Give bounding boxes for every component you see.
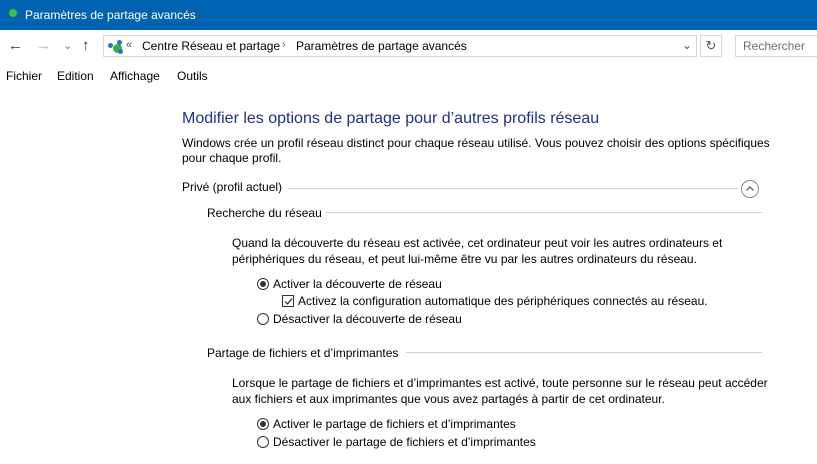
checkmark-icon	[284, 297, 293, 306]
file-sharing-desc-line2: aux fichiers et aux imprimantes que vous avez partagés à partir de cet ordinateur.	[232, 392, 665, 406]
radio-enable-file-sharing[interactable]	[257, 418, 269, 430]
back-button[interactable]: ←	[8, 37, 23, 54]
menu-tools[interactable]: Outils	[177, 69, 208, 83]
breadcrumb-network-center[interactable]: Centre Réseau et partage	[142, 39, 281, 53]
breadcrumb-overflow[interactable]: «	[126, 39, 133, 51]
profile-private-label[interactable]: Privé (profil actuel)	[182, 180, 283, 194]
menu-edit[interactable]: Edition	[57, 69, 94, 83]
address-dropdown-icon[interactable]: ⌄	[681, 38, 692, 52]
disable-file-sharing-label[interactable]: Désactiver le partage de fichiers et d’imprimantes	[273, 435, 536, 449]
intro-text-line2: pour chaque profil.	[182, 151, 282, 165]
section-file-printer-sharing-title: Partage de fichiers et d’imprimantes	[207, 346, 399, 360]
checkbox-auto-config[interactable]	[282, 295, 294, 307]
forward-button[interactable]: →	[36, 37, 51, 54]
refresh-button[interactable]: ↻	[700, 35, 722, 57]
network-app-icon	[9, 9, 17, 17]
collapse-profile-button[interactable]	[741, 180, 759, 198]
radio-disable-discovery[interactable]	[257, 313, 269, 325]
search-input[interactable]: Rechercher	[735, 35, 817, 57]
profile-divider	[288, 188, 738, 189]
window-title: Paramètres de partage avancés	[25, 8, 196, 22]
chevron-up-icon	[745, 184, 755, 194]
file-sharing-desc-line1: Lorsque le partage de fichiers et d’imprimantes est activé, toute personne sur le réseau peut accéder	[232, 376, 768, 390]
network-discovery-desc-line2: périphériques du réseau, et peut lui-même être vu par les autres ordinateurs du réseau.	[232, 252, 697, 266]
auto-config-label[interactable]: Activez la configuration automatique des périphériques connectés au réseau.	[298, 294, 708, 308]
menu-file[interactable]: Fichier	[6, 69, 43, 83]
network-discovery-desc-line1: Quand la découverte du réseau est activée, cet ordinateur peut voir les autres ordinateurs et	[232, 236, 723, 250]
recent-locations-button[interactable]: ⌄	[63, 40, 73, 52]
section-divider	[406, 352, 762, 353]
radio-disable-file-sharing[interactable]	[257, 436, 269, 448]
address-bar[interactable]	[103, 35, 697, 57]
title-bar	[0, 0, 817, 30]
up-button[interactable]: ↑	[82, 37, 90, 54]
enable-file-sharing-label[interactable]: Activer le partage de fichiers et d’imprimantes	[273, 417, 516, 431]
breadcrumb-separator[interactable]: ›	[282, 39, 286, 51]
section-network-discovery-title: Recherche du réseau	[207, 206, 322, 220]
menu-bar	[0, 64, 817, 86]
breadcrumb-advanced-sharing[interactable]: Paramètres de partage avancés	[296, 39, 467, 53]
disable-discovery-label[interactable]: Désactiver la découverte de réseau	[273, 312, 462, 326]
page-title: Modifier les options de partage pour d’autres profils réseau	[182, 110, 600, 127]
enable-discovery-label[interactable]: Activer la découverte de réseau	[273, 277, 442, 291]
radio-enable-discovery[interactable]	[257, 278, 269, 290]
menu-view[interactable]: Affichage	[110, 69, 160, 83]
section-divider	[325, 212, 762, 213]
network-icon	[108, 40, 126, 54]
intro-text-line1: Windows crée un profil réseau distinct pour chaque réseau utilisé. Vous pouvez choisir des options spécifiques	[182, 136, 770, 150]
